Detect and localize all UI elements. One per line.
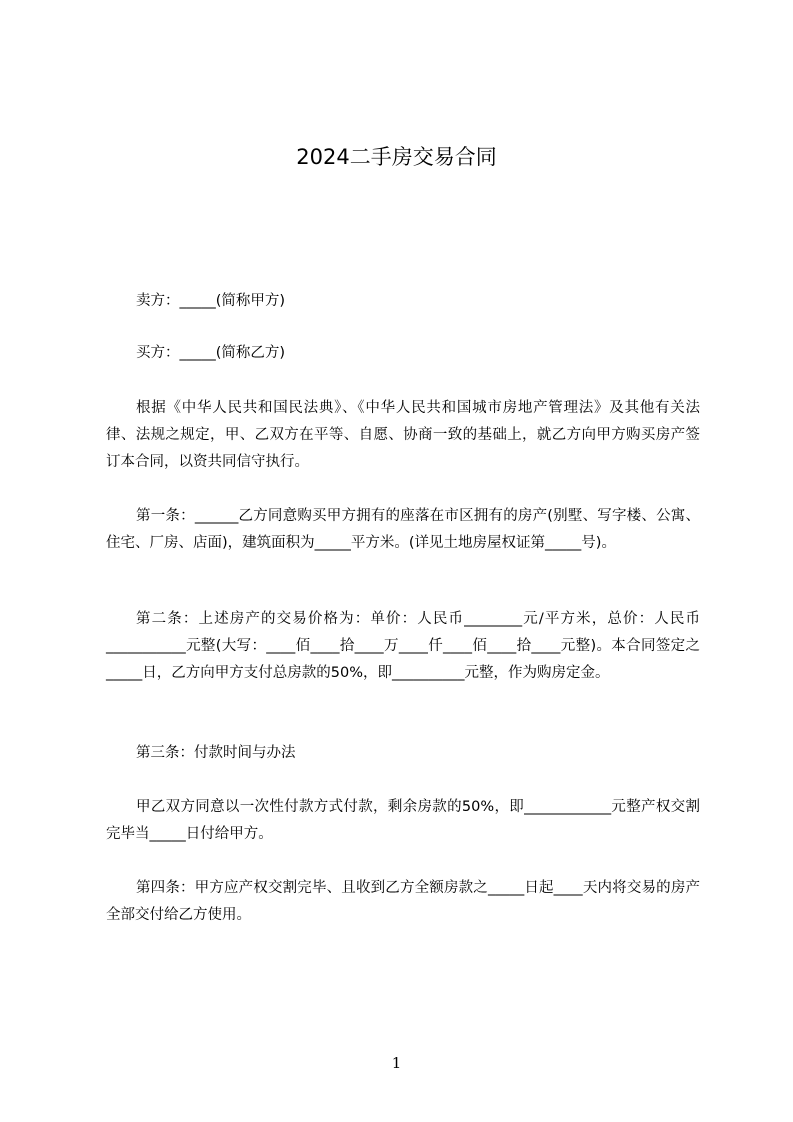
payment-method-paragraph: 甲乙双方同意以一次性付款方式付款，剩余房款的50%，即____________元整产权交割完毕当_____日付给甲方。 [106, 799, 700, 842]
article-2-paragraph: 第二条：上述房产的交易价格为：单价：人民币________元/平方米，总价：人民币___________元整(大写：____佰____拾____万____仟____佰____拾____元整)。本合同签定之_____日，乙方向甲方支付总房款的50%，即__________元整，作为购房定金。 [106, 611, 700, 681]
page-number: 1 [391, 1054, 402, 1072]
buyer-line: 买方：_____(简称乙方) [136, 345, 286, 361]
document-title: 2024二手房交易合同 [296, 145, 497, 169]
article-3-heading: 第三条：付款时间与办法 [136, 745, 296, 761]
article-1-paragraph: 第一条：______乙方同意购买甲方拥有的座落在市区拥有的房产(别墅、写字楼、公寓、住宅、厂房、店面)，建筑面积为_____平方米。(详见土地房屋权证第_____号)。 [106, 508, 700, 551]
seller-line: 卖方：_____(简称甲方) [136, 293, 286, 309]
article-4-paragraph: 第四条：甲方应产权交割完毕、且收到乙方全额房款之_____日起____天内将交易的房产全部交付给乙方使用。 [106, 880, 700, 923]
preamble-paragraph: 根据《中华人民共和国民法典》、《中华人民共和国城市房地产管理法》及其他有关法律、法规之规定，甲、乙双方在平等、自愿、协商一致的基础上，就乙方向甲方购买房产签订本合同，以资共同信守执行。 [106, 400, 700, 470]
